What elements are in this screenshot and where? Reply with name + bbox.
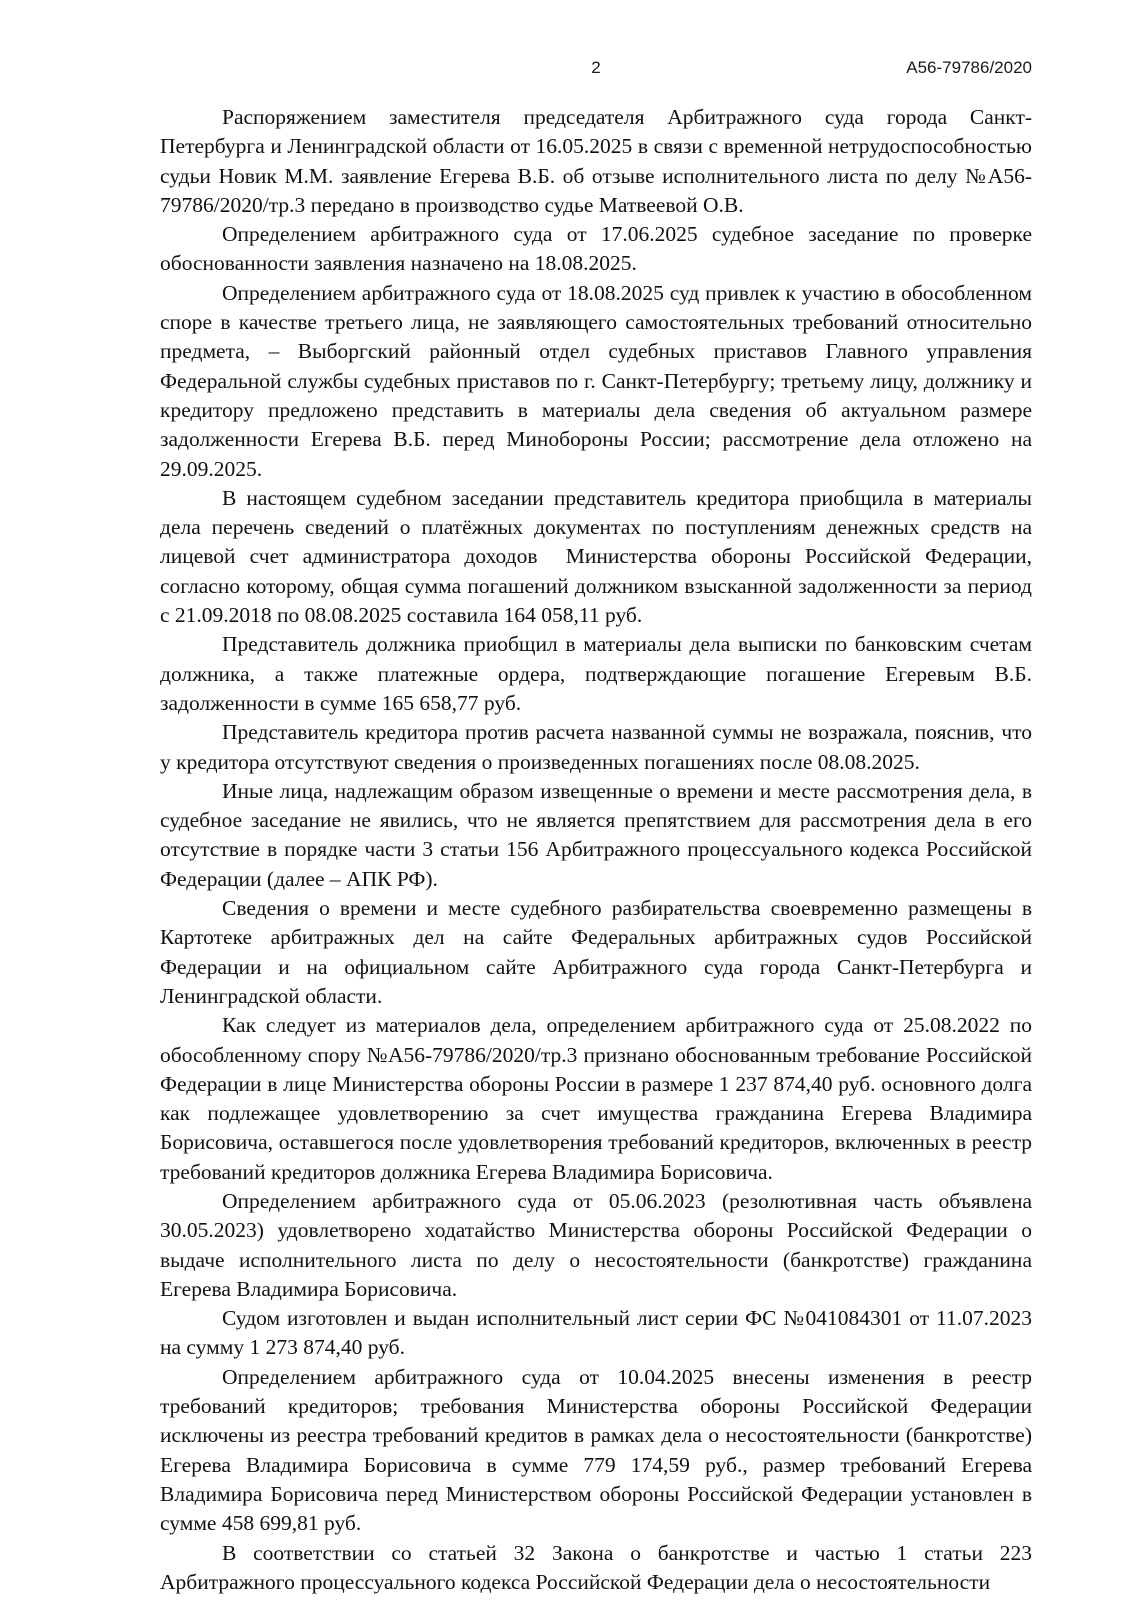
paragraph: Как следует из материалов дела, определением арбитражного суда от 25.08.2022 по обособленному спору №А56-79786/2020/тр.3 признано обоснованным требование Российской Федерации в лице Министерства обороны России в размере 1 237 874,40 руб. основного долга как подлежащее удовлетворению за счет имущества гражданина Егерева Владимира Борисовича, оставшегося после удовлетворения требований кредиторов, включенных в реестр требований кредиторов должника Егерева Владимира Борисовича. [160,1013,1038,1184]
paragraph: Представитель кредитора против расчета названной суммы не возражала, пояснив, что у кредитора отсутствуют сведения о произведенных погашениях после 08.08.2025. [160,720,1038,774]
case-number: А56-79786/2020 [906,58,1032,77]
paragraph: Определением арбитражного суда от 05.06.2023 (резолютивная часть объявлена 30.05.2023) удовлетворено ходатайство Министерства обороны Российской Федерации о выдаче исполнительного листа по делу о несостоятельности (банкротстве) гражданина Егерева Владимира Борисовича. [160,1188,1038,1301]
paragraph: Иные лица, надлежащим образом извещенные о времени и месте рассмотрения дела, в судебное заседание не явились, что не является препятствием для рассмотрения дела в его отсутствие в порядке части 3 статьи 156 Арбитражного процессуального кодекса Российской Федерации (далее – АПК РФ). [160,778,1038,891]
page-header [160,58,1032,82]
paragraph: Судом изготовлен и выдан исполнительный лист серии ФС №041084301 от 11.07.2023 на сумму 1 273 874,40 руб. [160,1306,1038,1360]
paragraph: Сведения о времени и месте судебного разбирательства своевременно размещены в Картотеке арбитражных дел на сайте Федеральных арбитражных судов Российской Федерации и на официальном сайте Арбитражного суда города Санкт-Петербурга и Ленинградской области. [160,896,1038,1008]
page-number: 2 [591,58,601,77]
paragraph: Определением арбитражного суда от 17.06.2025 судебное заседание по проверке обоснованности заявления назначено на 18.08.2025. [160,222,1038,276]
paragraph: Распоряжением заместителя председателя Арбитражного суда города Санкт-Петербурга и Ленинградской области от 16.05.2025 в связи с временной нетрудоспособностью судьи Новик М.М. заявление Егерева В.Б. об отзыве исполнительного листа по делу №А56-79786/2020/тр.3 передано в производство судье Матвеевой О.В. [160,105,1038,217]
paragraph: В соответствии со статьей 32 Закона о банкротстве и частью 1 статьи 223 Арбитражного процессуального кодекса Российской Федерации дела о несостоятельности [160,1540,1038,1594]
document-body [160,103,1038,1597]
paragraph: В настоящем судебном заседании представитель кредитора приобщила в материалы дела перечень сведений о платёжных документах по поступлениям денежных средств на лицевой счет администратора доходов Министерства обороны Российской Федерации, согласно которому, общая сумма погашений должником взысканной задолженности за период с 21.09.2018 по 08.08.2025 составила 164 058,11 руб. [160,485,1038,628]
paragraph: Представитель должника приобщил в материалы дела выписки по банковским счетам должника, а также платежные ордера, подтверждающие погашение Егеревым В.Б. задолженности в сумме 165 658,77 руб. [160,632,1038,715]
paragraph: Определением арбитражного суда от 10.04.2025 внесены изменения в реестр требований кредиторов; требования Министерства обороны Российской Федерации исключены из реестра требований кредитов в рамках дела о несостоятельности (банкротстве) Егерева Владимира Борисовича в сумме 779 174,59 руб., размер требований Егерева Владимира Борисовича перед Министерством обороны Российской Федерации установлен в сумме 458 699,81 руб. [160,1364,1038,1536]
paragraph: Определением арбитражного суда от 18.08.2025 суд привлек к участию в обособленном споре в качестве третьего лица, не заявляющего самостоятельных требований относительно предмета, – Выборгский районный отдел судебных приставов Главного управления Федеральной службы судебных приставов по г. Санкт-Петербургу; третьему лицу, должнику и кредитору предложено представить в материалы дела сведения об актуальном размере задолженности Егерева В.Б. перед Минобороны России; рассмотрение дела отложено на 29.09.2025. [160,280,1038,481]
